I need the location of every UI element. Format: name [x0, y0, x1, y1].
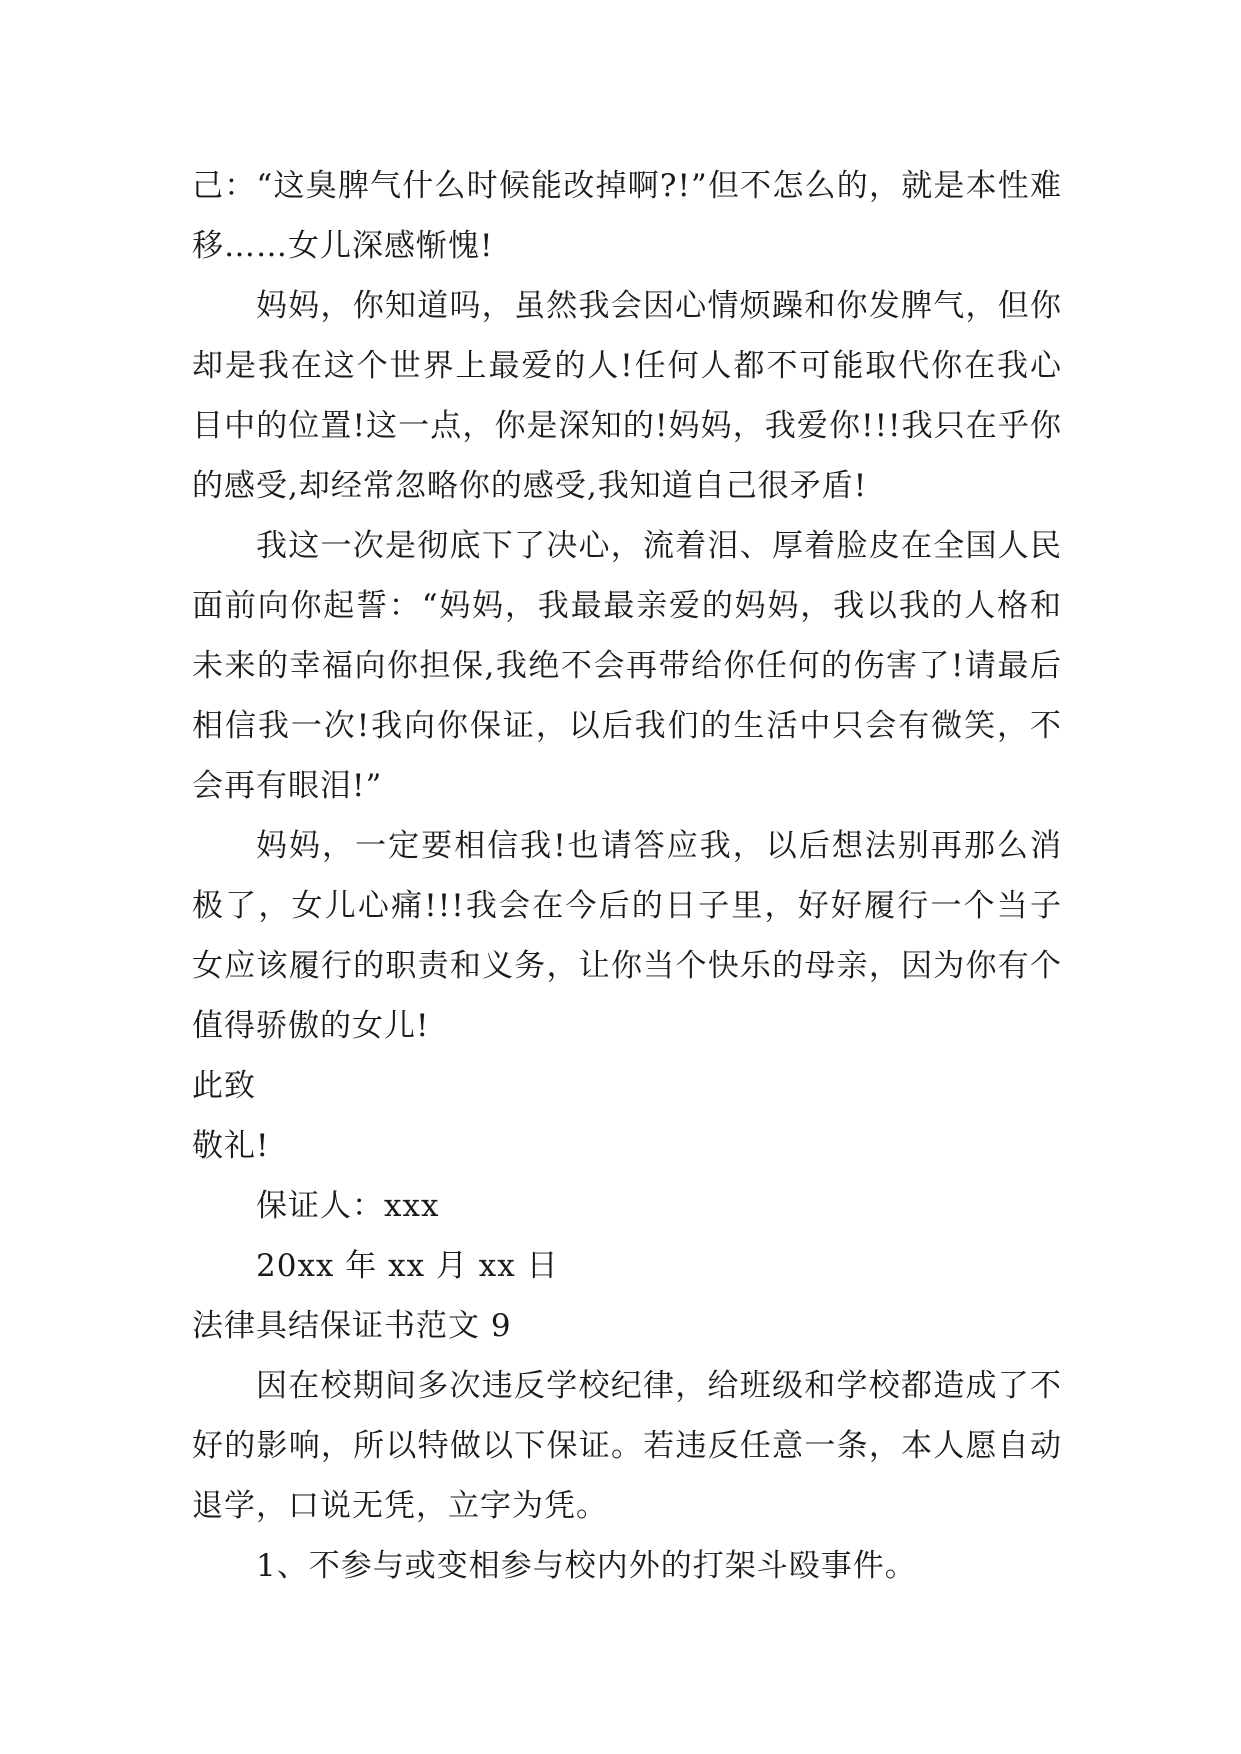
paragraph: 因在校期间多次违反学校纪律，给班级和学校都造成了不好的影响，所以特做以下保证。若违反任意一条，本人愿自动退学，口说无凭，立字为凭。 — [192, 1368, 1062, 1524]
list-item: 1、不参与或变相参与校内外的打架斗殴事件。 — [256, 1548, 917, 1584]
paragraph: 妈妈，一定要相信我!也请答应我，以后想法别再那么消极了，女儿心痛!!!我会在今后的日子里，好好履行一个当子女应该履行的职责和义务，让你当个快乐的母亲，因为你有个值得骄傲的女儿! — [192, 828, 1062, 1044]
date-line: 20xx 年 xx 月 xx 日 — [256, 1248, 559, 1284]
closing-salutation: 此致 — [192, 1068, 256, 1104]
paragraph-continuation: 己：“这臭脾气什么时候能改掉啊?!”但不怎么的，就是本性难移……女儿深感惭愧! — [192, 168, 1062, 264]
closing-respect: 敬礼! — [192, 1128, 270, 1164]
section-title: 法律具结保证书范文 9 — [192, 1308, 512, 1344]
document-body — [192, 156, 1062, 1596]
paragraph: 我这一次是彻底下了决心，流着泪、厚着脸皮在全国人民面前向你起誓：“妈妈，我最最亲爱的妈妈，我以我的人格和未来的幸福向你担保,我绝不会再带给你任何的伤害了!请最后相信我一次!我向你保证，以后我们的生活中只会有微笑，不会再有眼泪!” — [192, 528, 1062, 804]
paragraph: 妈妈，你知道吗，虽然我会因心情烦躁和你发脾气，但你却是我在这个世界上最爱的人!任何人都不可能取代你在我心目中的位置!这一点，你是深知的!妈妈，我爱你!!!我只在乎你的感受,却经常忽略你的感受,我知道自己很矛盾! — [192, 288, 1062, 504]
signer-line: 保证人：xxx — [256, 1188, 440, 1224]
